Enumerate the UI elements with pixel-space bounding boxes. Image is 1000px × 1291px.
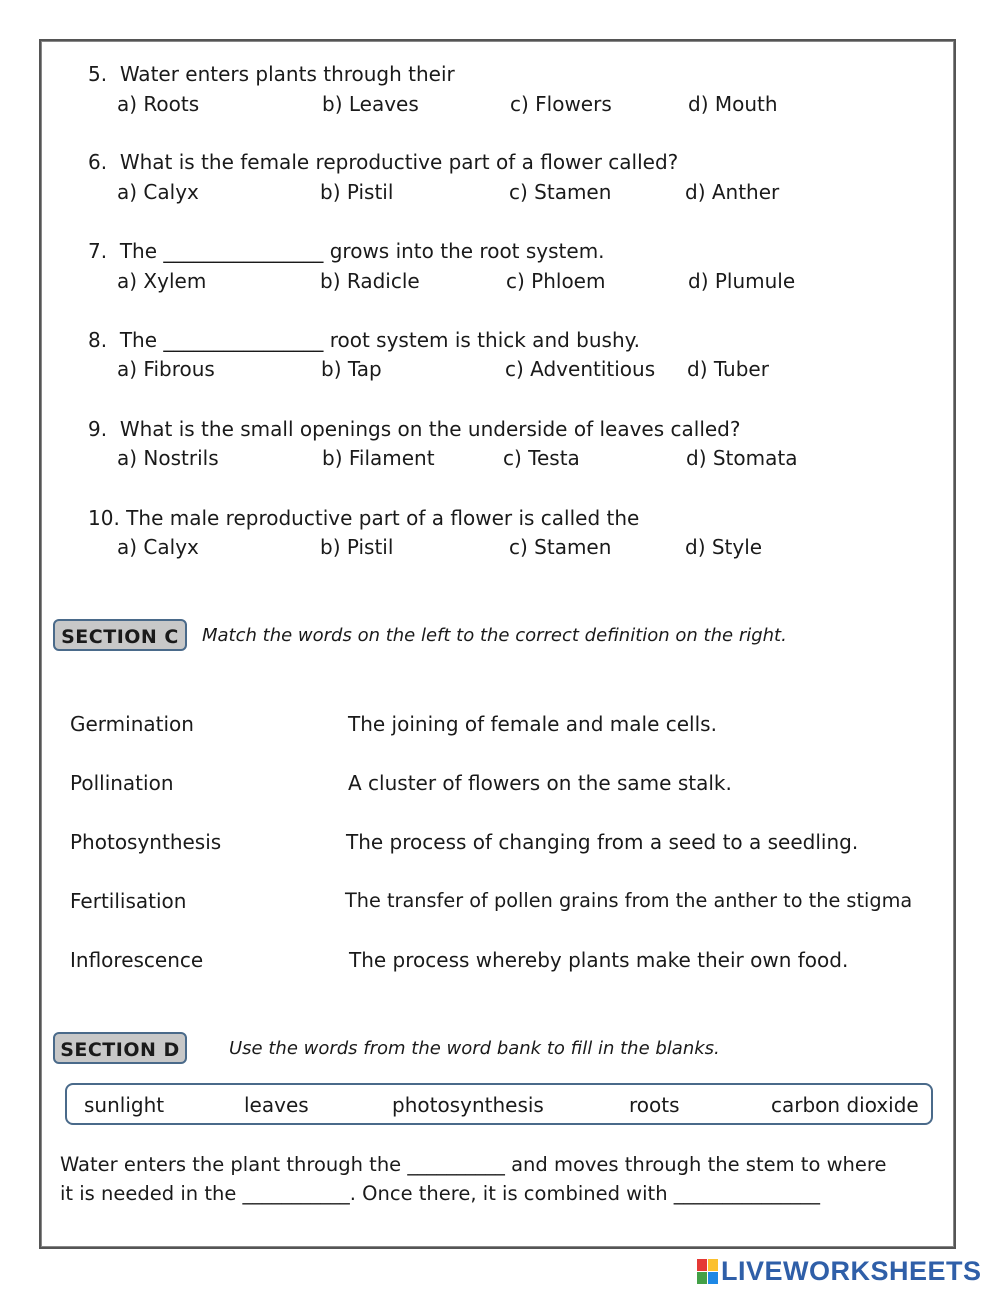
question-text: The ________________ root system is thick and bushy. <box>119 328 640 352</box>
match-term[interactable]: Pollination <box>70 771 174 795</box>
word-bank-item: leaves <box>244 1093 309 1117</box>
option-d[interactable]: d) Style <box>685 535 763 559</box>
fill-in-paragraph-line-1[interactable]: Water enters the plant through the __________ and moves through the stem to where <box>60 1153 887 1176</box>
option-c[interactable]: c) Flowers <box>510 92 612 116</box>
question-9 <box>88 417 741 441</box>
question-text: What is the small openings on the underside of leaves called? <box>119 417 741 441</box>
option-a[interactable]: a) Fibrous <box>117 357 215 381</box>
word-bank-item: sunlight <box>84 1093 165 1117</box>
option-b[interactable]: b) Leaves <box>322 92 419 116</box>
option-b[interactable]: b) Pistil <box>320 535 394 559</box>
question-text: The ________________ grows into the root system. <box>119 239 605 263</box>
question-number: 8. <box>88 328 108 352</box>
question-text: What is the female reproductive part of a flower called? <box>119 150 679 174</box>
match-definition[interactable]: A cluster of flowers on the same stalk. <box>348 771 732 795</box>
logo-blocks-icon <box>697 1259 718 1284</box>
liveworksheets-logo <box>697 1256 982 1286</box>
section-d-instruction: Use the words from the word bank to fill in the blanks. <box>229 1038 720 1059</box>
section-d-tag: SECTION D <box>53 1032 187 1064</box>
word-bank <box>65 1083 933 1125</box>
option-a[interactable]: a) Calyx <box>117 180 199 204</box>
word-bank-item: carbon dioxide <box>771 1093 919 1117</box>
question-number: 5. <box>88 62 108 86</box>
option-c[interactable]: c) Phloem <box>506 269 606 293</box>
option-c[interactable]: c) Stamen <box>509 535 612 559</box>
question-7 <box>88 239 605 263</box>
match-term[interactable]: Photosynthesis <box>70 830 222 854</box>
question-number: 9. <box>88 417 108 441</box>
option-d[interactable]: d) Plumule <box>688 269 796 293</box>
logo-text: LIVEWORKSHEETS <box>721 1256 982 1286</box>
match-term[interactable]: Inflorescence <box>70 948 204 972</box>
section-c-tag: SECTION C <box>53 619 187 651</box>
option-c[interactable]: c) Stamen <box>509 180 612 204</box>
match-definition[interactable]: The process of changing from a seed to a seedling. <box>346 830 859 854</box>
option-a[interactable]: a) Nostrils <box>117 446 219 470</box>
fill-in-paragraph-line-2[interactable]: it is needed in the ___________. Once there, it is combined with _______________ <box>60 1182 821 1205</box>
option-d[interactable]: d) Tuber <box>687 357 769 381</box>
match-term[interactable]: Fertilisation <box>70 889 187 913</box>
match-definition[interactable]: The process whereby plants make their own food. <box>349 948 849 972</box>
match-term[interactable]: Germination <box>70 712 194 736</box>
word-bank-item: photosynthesis <box>392 1093 544 1117</box>
question-6 <box>88 150 678 174</box>
question-number: 6. <box>88 150 108 174</box>
option-b[interactable]: b) Pistil <box>320 180 394 204</box>
option-d[interactable]: d) Anther <box>685 180 780 204</box>
option-b[interactable]: b) Tap <box>321 357 382 381</box>
option-b[interactable]: b) Radicle <box>320 269 420 293</box>
word-bank-item: roots <box>629 1093 680 1117</box>
option-d[interactable]: d) Stomata <box>686 446 798 470</box>
option-a[interactable]: a) Calyx <box>117 535 199 559</box>
option-d[interactable]: d) Mouth <box>688 92 778 116</box>
option-c[interactable]: c) Testa <box>503 446 580 470</box>
option-a[interactable]: a) Xylem <box>117 269 207 293</box>
match-definition[interactable]: The transfer of pollen grains from the anther to the stigma <box>345 889 913 912</box>
question-number: 10. <box>88 506 120 530</box>
question-8 <box>88 328 640 352</box>
option-a[interactable]: a) Roots <box>117 92 200 116</box>
question-text: The male reproductive part of a flower is called the <box>126 506 640 530</box>
option-b[interactable]: b) Filament <box>322 446 435 470</box>
option-c[interactable]: c) Adventitious <box>505 357 656 381</box>
question-10 <box>88 506 639 530</box>
question-text: Water enters plants through their <box>119 62 455 86</box>
question-5 <box>88 62 455 86</box>
match-definition[interactable]: The joining of female and male cells. <box>348 712 717 736</box>
question-number: 7. <box>88 239 108 263</box>
section-c-instruction: Match the words on the left to the correct definition on the right. <box>202 625 787 646</box>
